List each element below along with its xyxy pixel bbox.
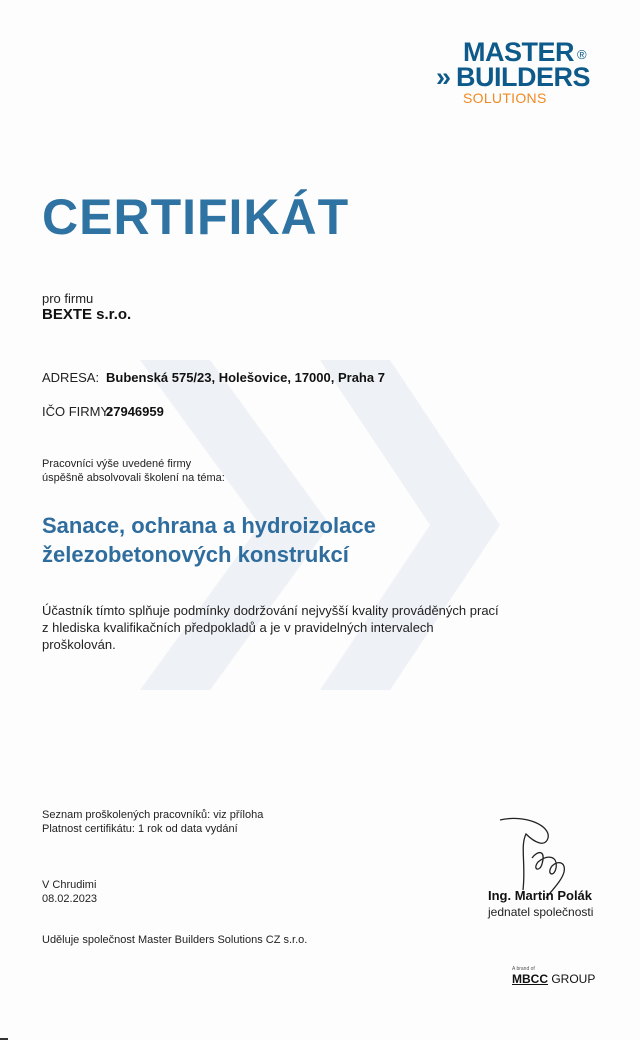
double-chevron-icon: »	[436, 62, 446, 92]
address-value: Bubenská 575/23, Holešovice, 17000, Praha 7	[106, 370, 385, 385]
ico-label: IČO FIRMY:	[42, 404, 113, 419]
brand-of-label: A brand of	[512, 966, 535, 972]
issue-place: V Chrudimi	[42, 879, 97, 891]
logo-builders	[436, 62, 596, 92]
validity-note: Platnost certifikátu: 1 rok od data vydání	[42, 823, 238, 835]
issuer-line: Uděluje společnost Master Builders Solutions CZ s.r.o.	[42, 934, 308, 946]
workers-list-note: Seznam proškolených pracovníků: viz příloha	[42, 809, 264, 821]
issue-date: 08.02.2023	[42, 893, 98, 905]
registered-mark: ®	[577, 47, 587, 62]
master-builders-logo	[436, 37, 596, 106]
mbcc-bold: MBCC	[512, 972, 548, 986]
statement-line-2: z hlediska kvalifikačních předpokladů a je v pravidelných intervalech	[42, 620, 434, 635]
signature-block	[488, 888, 598, 919]
for-company-label: pro firmu	[42, 291, 94, 306]
signatory-name: Ing. Martin Polák	[488, 888, 593, 903]
topic-line-1: Sanace, ochrana a hydroizolace	[42, 513, 376, 538]
mbcc-wordmark	[512, 972, 595, 986]
statement-line-1: Účastník tímto splňuje podmínky dodržování nejvyšší kvality prováděných prací	[42, 603, 499, 618]
ico-value: 27946959	[106, 404, 164, 419]
mbcc-group: GROUP	[551, 972, 596, 986]
training-topic	[42, 511, 376, 569]
intro-line-1: Pracovníci výše uvedené firmy	[42, 458, 192, 470]
logo-text-builders: BUILDERS	[456, 62, 591, 92]
logo-text-master: MASTER	[463, 37, 574, 67]
logo-text-solutions: SOLUTIONS	[463, 90, 547, 106]
topic-line-2: železobetonových konstrukcí	[42, 542, 349, 567]
address-label: ADRESA:	[42, 370, 100, 385]
signatory-role: jednatel společnosti	[488, 905, 594, 919]
statement-line-3: proškolován.	[42, 637, 116, 652]
intro-line-2: úspěšně absolvovali školení na téma:	[42, 472, 225, 484]
mbcc-group-logo	[512, 966, 595, 986]
company-name: BEXTE s.r.o.	[42, 306, 132, 323]
statement-paragraph	[42, 602, 499, 653]
certificate-title: CERTIFIKÁT	[42, 189, 350, 245]
